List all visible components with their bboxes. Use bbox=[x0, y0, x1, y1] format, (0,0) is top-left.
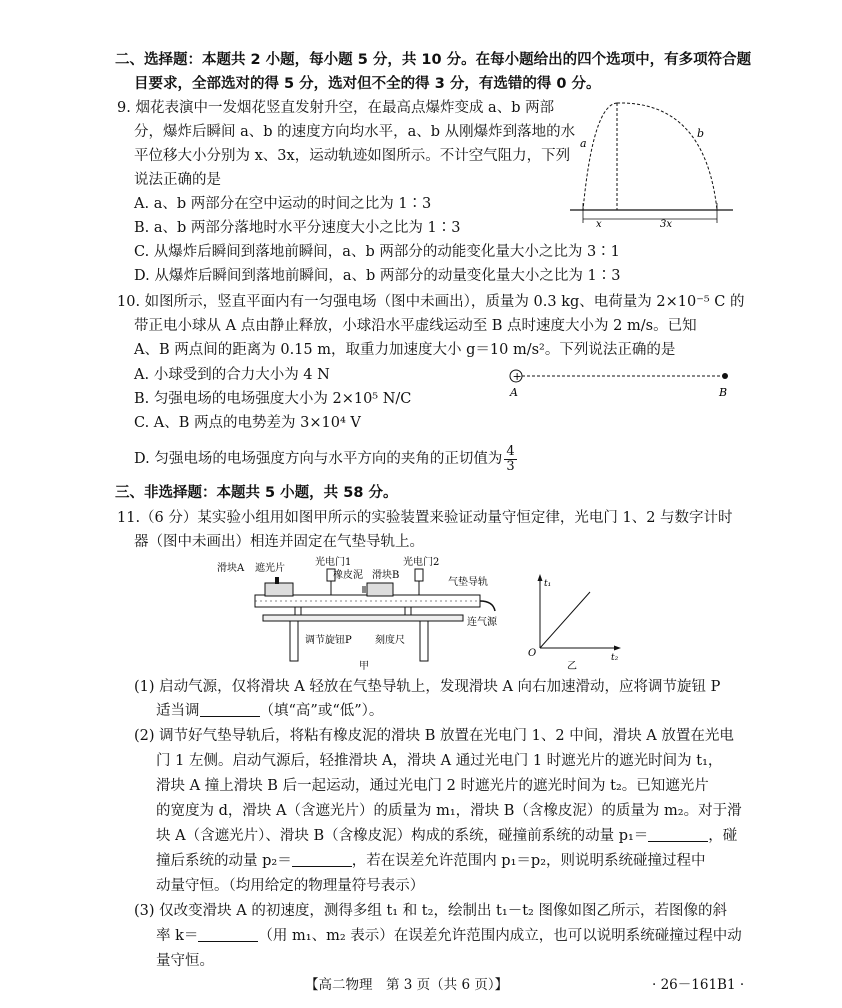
q9-option-b: B. a、b 两部分落地时水平分速度大小之比为 1∶3 bbox=[134, 220, 461, 236]
section2-header-line1: 二、选择题：本题共 2 小题，每小题 5 分，共 10 分。在每小题给出的四个选项中，有多项符合题 bbox=[115, 52, 752, 68]
q11-apparatus-figure bbox=[215, 555, 515, 673]
label-track: 气垫导轨 bbox=[448, 577, 488, 588]
q10-option-d bbox=[134, 441, 517, 477]
q11-p1-prefix: 适当调 bbox=[156, 703, 200, 719]
q10-line-2: 带正电小球从 A 点由静止释放，小球沿水平虚线运动至 B 点时速度大小为 2 m/s。已知 bbox=[134, 318, 697, 334]
label-clay: 橡皮泥 bbox=[333, 570, 363, 581]
q11-p2-p2-prefix: 撞后系统的动量 p₂＝ bbox=[156, 853, 292, 869]
plus-sign: + bbox=[512, 370, 522, 383]
caption-yi: 乙 bbox=[567, 661, 577, 672]
q11-p1-line-1: (1) 启动气源，仅将滑块 A 轻放在气垫导轨上，发现滑块 A 向右加速滑动，应将调节旋钮 P bbox=[134, 679, 721, 695]
q9-label-3x: 3x bbox=[660, 219, 673, 230]
footer-page-info: 【高二物理 第 3 页（共 6 页）】 bbox=[305, 977, 509, 993]
q10-label-A: A bbox=[510, 386, 518, 399]
q11-p2-p1-prefix: 块 A（含遮光片）、滑块 B（含橡皮泥）构成的系统，碰撞前系统的动量 p₁＝ bbox=[156, 828, 649, 844]
q10-option-d-text: D. 匀强电场的电场强度方向与水平方向的夹角的正切值为 bbox=[134, 451, 503, 467]
answer-blank[interactable] bbox=[198, 927, 258, 942]
q11-p2-line-5 bbox=[156, 826, 737, 846]
q9-option-c: C. 从爆炸后瞬间到落地前瞬间，a、b 两部分的动能变化量大小之比为 3∶1 bbox=[134, 244, 620, 260]
q10-label-B: B bbox=[719, 386, 728, 399]
label-slider-a: 滑块A bbox=[217, 563, 245, 574]
q10-line-1: 10. 如图所示，竖直平面内有一匀强电场（图中未画出），质量为 0.3 kg、电荷量为 2×10⁻⁵ C 的 bbox=[117, 294, 745, 310]
q10-option-c: C. A、B 两点的电势差为 3×10⁴ V bbox=[134, 415, 361, 431]
label-knob: 调节旋钮P bbox=[305, 635, 352, 646]
q11-p3-line-3: 量守恒。 bbox=[156, 953, 214, 969]
graph-x-label: t₂ bbox=[611, 653, 619, 663]
section3-header: 三、非选择题：本题共 5 小题，共 58 分。 bbox=[115, 485, 398, 501]
q11-line-1: 11.（6 分）某实验小组用如图甲所示的实验装置来验证动量守恒定律，光电门 1、2 与数字计时 bbox=[117, 510, 733, 526]
caption-jia: 甲 bbox=[359, 661, 369, 672]
q11-p2-p1-suffix: ，碰 bbox=[708, 828, 738, 844]
q11-p2-line-4: 的宽度为 d，滑块 A（含遮光片）的质量为 m₁，滑块 B（含橡皮泥）的质量为 m₂。对于滑 bbox=[156, 803, 742, 819]
q10-ab-figure bbox=[505, 365, 740, 400]
q11-p3-line-2 bbox=[156, 926, 742, 946]
q11-t1-t2-graph bbox=[522, 570, 632, 672]
q11-p3-suffix: （用 m₁、m₂ 表示）在误差允许范围内成立，也可以说明系统碰撞过程中动 bbox=[258, 928, 742, 944]
q9-label-x: x bbox=[596, 219, 602, 230]
q11-p2-p2-suffix: ，若在误差允许范围内 p₁＝p₂，则说明系统碰撞过程中 bbox=[351, 853, 706, 869]
answer-blank[interactable] bbox=[292, 852, 352, 867]
q11-p2-line-6 bbox=[156, 851, 706, 871]
label-slider-b: 滑块B bbox=[372, 570, 400, 581]
label-shade: 遮光片 bbox=[255, 563, 285, 574]
q11-p2-line-2: 门 1 左侧。启动气源后，轻推滑块 A，滑块 A 通过光电门 1 时遮光片的遮光时间为 t₁， bbox=[156, 753, 723, 769]
q11-p2-line-7: 动量守恒。（均用给定的物理量符号表示） bbox=[156, 878, 425, 894]
graph-origin: O bbox=[528, 648, 537, 659]
q11-p1-line-2 bbox=[156, 701, 383, 721]
graph-y-label: t₁ bbox=[544, 579, 552, 589]
q11-p3-line-1: (3) 仅改变滑块 A 的初速度，测得多组 t₁ 和 t₂，绘制出 t₁－t₂ 图像如图乙所示，若图像的斜 bbox=[134, 903, 727, 919]
fraction-denominator: 3 bbox=[506, 458, 515, 474]
q9-line-3: 平位移大小分别为 x、3x，运动轨迹如图所示。不计空气阻力，下列 bbox=[134, 148, 571, 164]
label-ruler: 刻度尺 bbox=[375, 635, 405, 646]
label-gate2: 光电门2 bbox=[403, 557, 440, 568]
label-gate1: 光电门1 bbox=[315, 557, 352, 568]
label-air: 连气源 bbox=[467, 617, 497, 628]
q10-option-a: A. 小球受到的合力大小为 4 N bbox=[134, 367, 330, 383]
q9-line-1: 9. 烟花表演中一发烟花竖直发射升空，在最高点爆炸变成 a、b 两部 bbox=[117, 100, 555, 116]
q9-option-a: A. a、b 两部分在空中运动的时间之比为 1∶3 bbox=[134, 196, 432, 212]
q11-p3-prefix: 率 k＝ bbox=[156, 928, 199, 944]
q9-trajectory-figure bbox=[565, 95, 740, 230]
q9-option-d: D. 从爆炸后瞬间到落地前瞬间，a、b 两部分的动量变化量大小之比为 1∶3 bbox=[134, 268, 621, 284]
q11-p2-line-3: 滑块 A 撞上滑块 B 后一起运动，通过光电门 2 时遮光片的遮光时间为 t₂。已知遮光片 bbox=[156, 778, 709, 794]
footer-code: · 26－161B1 · bbox=[652, 977, 745, 993]
q11-line-2: 器（图中未画出）相连并固定在气垫导轨上。 bbox=[134, 534, 424, 550]
section2-header-line2: 目要求，全部选对的得 5 分，选对但不全的得 3 分，有选错的得 0 分。 bbox=[134, 76, 601, 92]
q11-p1-suffix: （填“高”或“低”）。 bbox=[259, 703, 384, 719]
answer-blank[interactable] bbox=[200, 702, 260, 717]
q9-label-b: b bbox=[697, 127, 705, 140]
answer-blank[interactable] bbox=[648, 827, 708, 842]
q9-line-4: 说法正确的是 bbox=[134, 172, 221, 188]
q10-option-b: B. 匀强电场的电场强度大小为 2×10⁵ N/C bbox=[134, 391, 412, 407]
q9-line-2: 分，爆炸后瞬间 a、b 的速度方向均水平，a、b 从刚爆炸到落地的水 bbox=[134, 124, 576, 140]
q11-p2-line-1: (2) 调节好气垫导轨后，将粘有橡皮泥的滑块 B 放置在光电门 1、2 中间，滑块 A 放置在光电 bbox=[134, 728, 734, 744]
q10-option-d-fraction bbox=[504, 445, 516, 474]
q10-line-3: A、B 两点间的距离为 0.15 m，取重力加速度大小 g＝10 m/s²。下列说法正确的是 bbox=[134, 342, 676, 358]
q9-label-a: a bbox=[580, 137, 587, 150]
fraction-numerator: 4 bbox=[506, 443, 515, 459]
